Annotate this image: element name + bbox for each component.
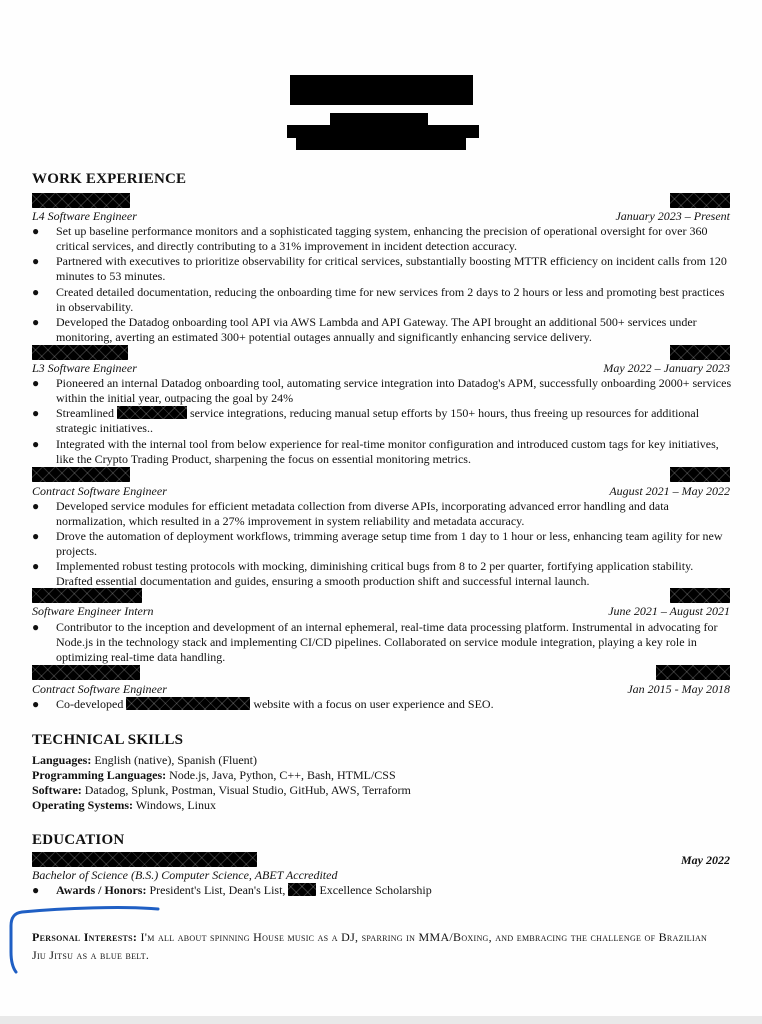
- bullet-dot: ●: [32, 437, 40, 451]
- redacted-location: [670, 193, 730, 208]
- skills-software: Software: Datadog, Splunk, Postman, Visual Studio, GitHub, AWS, Terraform: [32, 783, 411, 797]
- redacted-company: [32, 665, 140, 680]
- personal-interests: Personal Interests: I'm all about spinning House music as a DJ, sparring in MMA/Boxing, and embracing the challenge of Brazilian Jiu Jitsu as a blue belt.: [32, 930, 708, 962]
- job-role: Software Engineer Intern: [32, 604, 154, 618]
- skills-languages: Languages: English (native), Spanish (Fluent): [32, 753, 257, 767]
- redacted-name: [290, 75, 473, 105]
- list-item: ● Set up baseline performance monitors and a sophisticated tagging system, enhancing the precision of operational oversight for over 360 critical services, and directly contributing to a 31% improvement in incident detection accuracy.: [32, 224, 708, 253]
- redacted-location: [656, 665, 730, 680]
- bullet-dot: ●: [32, 254, 40, 268]
- list-item: ● Drove the automation of deployment workflows, trimming average setup time from 1 day to 1 hour or less, enhancing team agility for new projects.: [32, 529, 723, 558]
- redacted-contact-line-2: [287, 125, 479, 138]
- job-dates: June 2021 – August 2021: [608, 604, 730, 618]
- redacted-inline: [117, 406, 187, 419]
- redacted-company: [32, 193, 130, 208]
- list-item: ● Created detailed documentation, reducing the onboarding time for new services from 2 days to 2 hours or less and promoting best practices in observability.: [32, 285, 725, 314]
- redacted-location: [670, 345, 730, 360]
- redacted-school: [32, 852, 257, 867]
- bullet-dot: ●: [32, 315, 40, 329]
- list-item: ● Integrated with the internal tool from below experience for real-time monitor configuration and introduced custom tags for key initiatives, like the Crypto Trading Product, sharpening the focus on essential monitoring metrics.: [32, 437, 719, 466]
- bullet-dot: ●: [32, 883, 40, 897]
- job-dates: May 2022 – January 2023: [603, 361, 730, 375]
- bullet-dot: ●: [32, 224, 40, 238]
- redacted-location: [670, 588, 730, 603]
- redacted-company: [32, 467, 130, 482]
- redacted-contact-line-3: [296, 138, 466, 150]
- job-role: Contract Software Engineer: [32, 682, 167, 696]
- education-degree: Bachelor of Science (B.S.) Computer Science, ABET Accredited: [32, 868, 338, 882]
- list-item: ● Partnered with executives to prioritize observability for critical services, substantially boosting MTTR efficiency on incident calls from 120 minutes to 53 minutes.: [32, 254, 727, 283]
- job-role: L3 Software Engineer: [32, 361, 137, 375]
- list-item: ● Awards / Honors: President's List, Dean's List, Excellence Scholarship: [32, 883, 432, 897]
- bullet-dot: ●: [32, 559, 40, 573]
- redacted-location: [670, 467, 730, 482]
- bullet-dot: ●: [32, 499, 40, 513]
- redacted-inline: [126, 697, 250, 710]
- list-item: ● Streamlined service integrations, reducing manual setup efforts by 150+ hours, thus freeing up resources for additional strategic initiatives..: [32, 406, 700, 435]
- list-item: ● Developed service modules for efficient metadata collection from diverse APIs, incorporating advanced error handling and data normalization, which resulted in a 27% improvement in system reliability and metadata accuracy.: [32, 499, 669, 528]
- list-item: ● Contributor to the inception and development of an internal ephemeral, real-time data processing platform. Instrumental in advocating for Node.js in the technology stack and implementing CI/CD pipelines. Collaborated on service module integration, playing a key role in optimizing real-time data handling.: [32, 620, 718, 664]
- list-item: ● Developed the Datadog onboarding tool API via AWS Lambda and API Gateway. The API brought an additional 500+ services under monitoring, averting an estimated 300+ potential outages annually and significantly enhancing service delivery.: [32, 315, 697, 344]
- bullet-dot: ●: [32, 376, 40, 390]
- redacted-inline: [288, 883, 316, 896]
- job-dates: Jan 2015 - May 2018: [627, 682, 730, 696]
- section-title-education: EDUCATION: [32, 832, 125, 848]
- skills-os: Operating Systems: Windows, Linux: [32, 798, 216, 812]
- job-dates: January 2023 – Present: [615, 209, 730, 223]
- list-item: ● Co-developed website with a focus on user experience and SEO.: [32, 697, 494, 711]
- redacted-company: [32, 588, 142, 603]
- section-title-work: WORK EXPERIENCE: [32, 171, 187, 187]
- redacted-company: [32, 345, 128, 360]
- bottom-edge: [0, 1016, 762, 1024]
- job-role: Contract Software Engineer: [32, 484, 167, 498]
- redacted-contact-line-1: [330, 113, 428, 125]
- list-item: ● Implemented robust testing protocols with mocking, diminishing critical bugs from 8 to 2 per quarter, fortifying application stability. Drafted essential documentation and guides, ensuring a smooth production shift and successful internal launch.: [32, 559, 694, 588]
- bullet-dot: ●: [32, 285, 40, 299]
- bullet-dot: ●: [32, 529, 40, 543]
- education-date: May 2022: [681, 853, 730, 867]
- list-item: ● Pioneered an internal Datadog onboarding tool, automating service integration into Datadog's APM, successfully onboarding 2000+ services within the initial year, outpacing the goal by 24%: [32, 376, 732, 405]
- job-dates: August 2021 – May 2022: [609, 484, 730, 498]
- section-title-skills: TECHNICAL SKILLS: [32, 732, 184, 748]
- bullet-dot: ●: [32, 620, 40, 634]
- bullet-dot: ●: [32, 406, 40, 420]
- skills-programming: Programming Languages: Node.js, Java, Python, C++, Bash, HTML/CSS: [32, 768, 396, 782]
- job-role: L4 Software Engineer: [32, 209, 137, 223]
- bullet-dot: ●: [32, 697, 40, 711]
